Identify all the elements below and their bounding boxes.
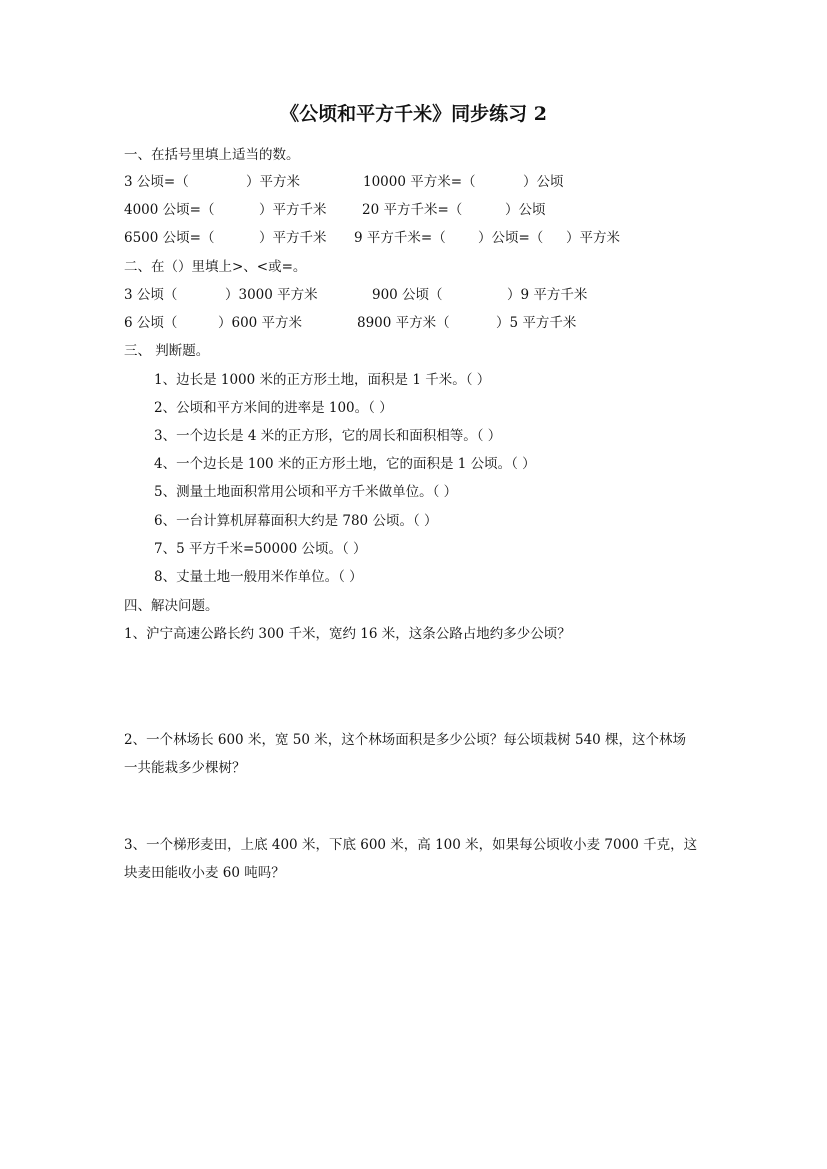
judgement-item-8: 8、丈量土地一般用米作单位。（ ） bbox=[154, 569, 363, 585]
s1-row1-b: ）平方米 bbox=[246, 174, 300, 190]
s2-row1-a: 3 公顷（ bbox=[124, 287, 178, 303]
judgement-item-6: 6、一台计算机屏幕面积大约是 780 公顷。（ ） bbox=[154, 513, 438, 529]
problem-3-line1: 3、一个梯形麦田，上底 400 米，下底 600 米，高 100 米，如果每公顷收小麦 7000 千克，这 bbox=[124, 837, 698, 853]
judgement-item-3: 3、一个边长是 4 米的正方形，它的周长和面积相等。（ ） bbox=[154, 428, 502, 444]
section2-heading: 二、在（）里填上>、<或=。 bbox=[124, 259, 307, 275]
section4-heading: 四、解决问题。 bbox=[124, 598, 219, 614]
problem-1-line1: 1、沪宁高速公路长约 300 千米，宽约 16 米，这条公路占地约多少公顷？ bbox=[124, 626, 571, 642]
section1-heading: 一、在括号里填上适当的数。 bbox=[124, 147, 300, 163]
s1-row2-d: ）公顷 bbox=[505, 202, 546, 218]
problem-3-line2: 块麦田能收小麦 60 吨吗？ bbox=[124, 865, 285, 881]
s1-row2-a: 4000 公顷=（ bbox=[124, 202, 215, 218]
s1-row1-d: ）公顷 bbox=[523, 174, 564, 190]
s1-row2-b: ）平方千米 bbox=[259, 202, 327, 218]
s1-row3-d: ）公顷=（ bbox=[478, 230, 544, 246]
page-title: 《公顷和平方千米》同步练习 2 bbox=[280, 103, 547, 125]
problem-2-line2: 一共能栽多少棵树？ bbox=[124, 760, 246, 776]
s1-row1-a: 3 公顷=（ bbox=[124, 174, 189, 190]
s1-row3-a: 6500 公顷=（ bbox=[124, 230, 215, 246]
s2-row1-d: ）9 平方千米 bbox=[507, 287, 588, 303]
s1-row1-c: 10000 平方米=（ bbox=[363, 174, 476, 190]
judgement-item-2: 2、公顷和平方米间的进率是 100。（ ） bbox=[154, 400, 393, 416]
problem-2-line1: 2、一个林场长 600 米，宽 50 米，这个林场面积是多少公顷？每公顷栽树 540 棵，这个林场 bbox=[124, 732, 687, 748]
judgement-item-7: 7、5 平方千米=50000 公顷。（ ） bbox=[154, 541, 367, 557]
s1-row3-c: 9 平方千米=（ bbox=[354, 230, 446, 246]
section3-heading: 三、 判断题。 bbox=[124, 343, 210, 359]
s2-row2-b: ）600 平方米 bbox=[218, 315, 303, 331]
judgement-item-1: 1、边长是 1000 米的正方形土地，面积是 1 千米。（ ） bbox=[154, 372, 491, 388]
s2-row2-d: ）5 平方千米 bbox=[496, 315, 577, 331]
s1-row3-b: ）平方千米 bbox=[259, 230, 327, 246]
s1-row3-e: ）平方米 bbox=[566, 230, 620, 246]
s1-row2-c: 20 平方千米=（ bbox=[362, 202, 463, 218]
s2-row2-c: 8900 平方米（ bbox=[357, 315, 450, 331]
judgement-item-5: 5、测量土地面积常用公顷和平方千米做单位。（ ） bbox=[154, 484, 458, 500]
judgement-item-4: 4、一个边长是 100 米的正方形土地，它的面积是 1 公顷。（ ） bbox=[154, 456, 536, 472]
s2-row1-b: ）3000 平方米 bbox=[225, 287, 318, 303]
s2-row1-c: 900 公顷（ bbox=[372, 287, 443, 303]
s2-row2-a: 6 公顷（ bbox=[124, 315, 178, 331]
